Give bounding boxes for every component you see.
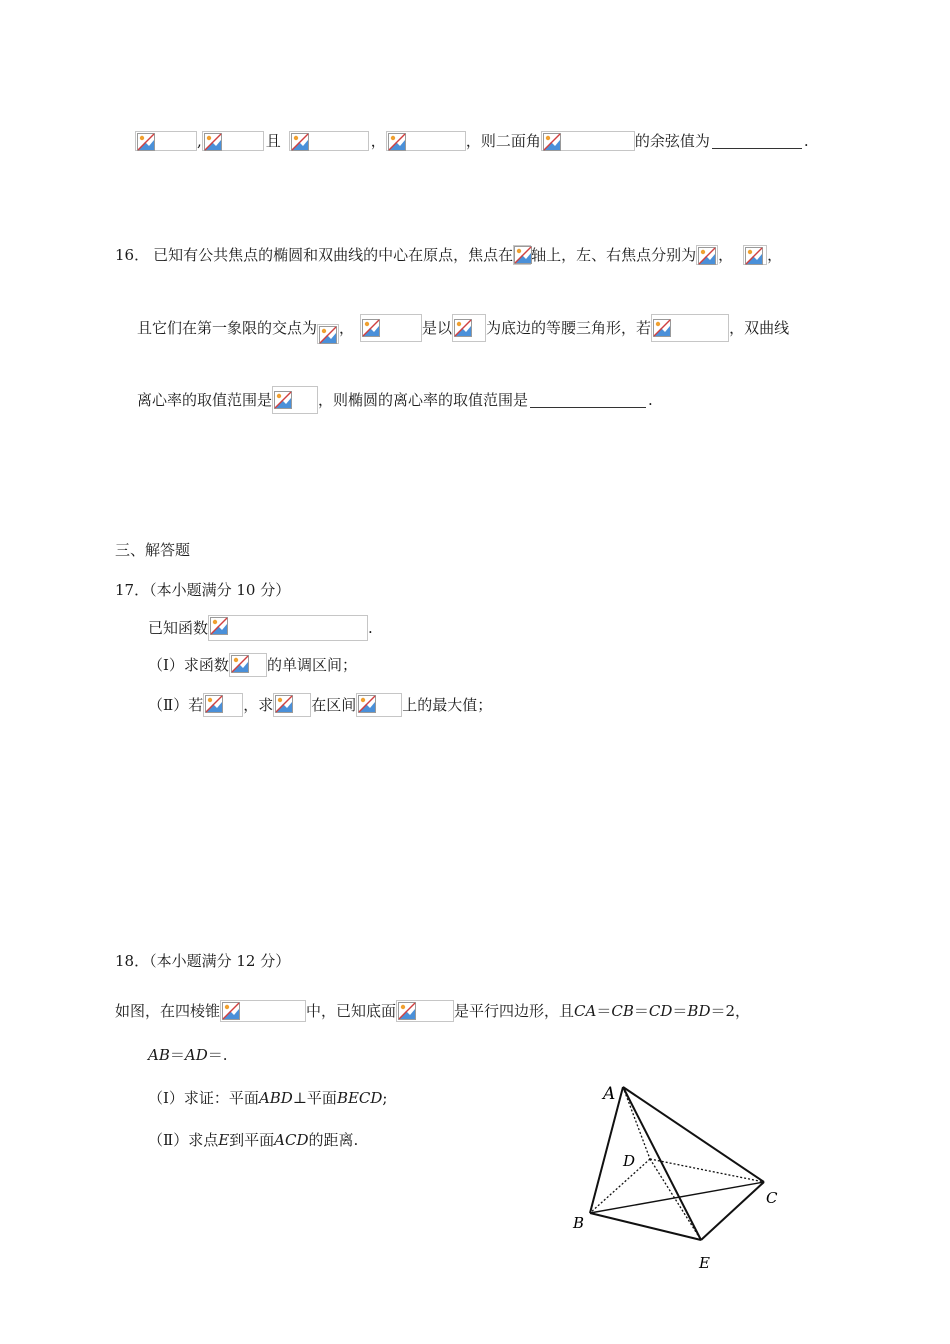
q16-text: 为底边的等腰三角形，若 [486, 319, 652, 337]
edge-DB [590, 1159, 650, 1213]
edge-AB [590, 1087, 623, 1213]
formula-image [541, 131, 635, 151]
formula-image [208, 615, 368, 641]
answer-blank [530, 393, 646, 408]
q18-line2: AB＝AD＝. [148, 1046, 228, 1064]
broken-image-icon [204, 133, 222, 151]
broken-image-icon [454, 319, 472, 337]
broken-image-icon [358, 695, 376, 713]
broken-image-icon [291, 133, 309, 151]
q18-header: 18．（本小题满分 12 分） [115, 952, 291, 970]
formula-image [513, 245, 531, 265]
formula-image [289, 131, 369, 151]
broken-image-icon [231, 655, 249, 673]
broken-image-icon [274, 391, 292, 409]
label-A: A [603, 1084, 616, 1104]
q17-part1: （Ⅰ）求函数 的单调区间； [148, 652, 357, 676]
label-B: B [573, 1214, 585, 1232]
q18-part2: （Ⅱ）求点E到平面ACD的距离. [148, 1131, 359, 1149]
broken-image-icon [745, 247, 763, 265]
broken-image-icon [222, 1002, 240, 1020]
pyramid-figure [568, 1075, 788, 1275]
label-E: E [699, 1254, 710, 1272]
formula-image [356, 693, 402, 717]
formula-image [203, 693, 243, 717]
formula-image [317, 324, 339, 344]
formula-image [651, 314, 729, 342]
broken-image-icon [205, 695, 223, 713]
formula-image [229, 653, 267, 677]
q15-end: . [803, 132, 809, 150]
formula-image [396, 1000, 454, 1022]
broken-image-icon [543, 133, 561, 151]
broken-image-icon [137, 133, 155, 151]
formula-image [360, 314, 422, 342]
label-C: C [766, 1189, 778, 1207]
formula-image [743, 245, 767, 265]
q16-text: 是以 [422, 319, 453, 337]
q15-sep3: ， [370, 132, 386, 150]
broken-image-icon [653, 319, 671, 337]
q16-line1 [115, 242, 782, 266]
q16-line2 [137, 314, 789, 338]
q17-part2: （Ⅱ）若 ，求 在区间 上的最大值； [148, 692, 492, 716]
broken-image-icon [362, 319, 380, 337]
q16-text: ， [718, 246, 734, 264]
q17-header: 17．（本小题满分 10 分） [115, 581, 291, 599]
broken-image-icon [398, 1002, 416, 1020]
formula-image [135, 131, 197, 151]
edge-BE [590, 1213, 701, 1240]
q16-number: 16． [115, 246, 150, 264]
q16-text: ， [767, 246, 783, 264]
formula-image [202, 131, 264, 151]
broken-image-icon [275, 695, 293, 713]
formula-image [272, 386, 318, 414]
broken-image-icon [210, 617, 228, 635]
broken-image-icon [319, 326, 337, 344]
edge-EC [701, 1182, 764, 1240]
formula-image [386, 131, 466, 151]
label-D: D [623, 1152, 636, 1170]
q16-text: . [648, 391, 653, 409]
q18-part1: （Ⅰ）求证：平面ABD⊥平面BECD; [148, 1089, 388, 1107]
q16-text: 轴上，左、右焦点分别为 [531, 246, 697, 264]
q18-line1: 如图，在四棱锥 中，已知底面 是平行四边形，且CA＝CB＝CD＝BD＝2， [115, 1002, 751, 1020]
q16-text: 离心率的取值范围是 [137, 391, 273, 409]
section-title: 三、解答题 [115, 541, 191, 559]
q16-text: 已知有公共焦点的椭圆和双曲线的中心在原点，焦点在 [153, 246, 514, 264]
edge-BC [590, 1182, 764, 1213]
q16-text: ，则椭圆的离心率的取值范围是 [318, 391, 529, 409]
q15-sep2: 且 [265, 132, 281, 150]
q16-text: 且它们在第一象限的交点为 [137, 319, 318, 337]
q15-line [135, 128, 809, 152]
q16-text: ， [339, 319, 355, 337]
broken-image-icon [388, 133, 406, 151]
edge-DE [650, 1159, 701, 1240]
q15-tail: 的余弦值为 [634, 132, 710, 150]
formula-image [696, 245, 718, 265]
edge-AD [623, 1087, 650, 1159]
q16-text: ，双曲线 [729, 319, 790, 337]
formula-image [273, 693, 311, 717]
broken-image-icon [698, 247, 716, 265]
q16-line3 [137, 386, 653, 410]
q17-stem: 已知函数 . [148, 615, 373, 639]
formula-image [452, 314, 486, 342]
formula-image [220, 1000, 306, 1022]
q15-sep4: ，则二面角 [465, 132, 541, 150]
answer-blank [712, 134, 802, 149]
broken-image-icon [514, 246, 532, 264]
q15-sep1: , [197, 132, 202, 150]
